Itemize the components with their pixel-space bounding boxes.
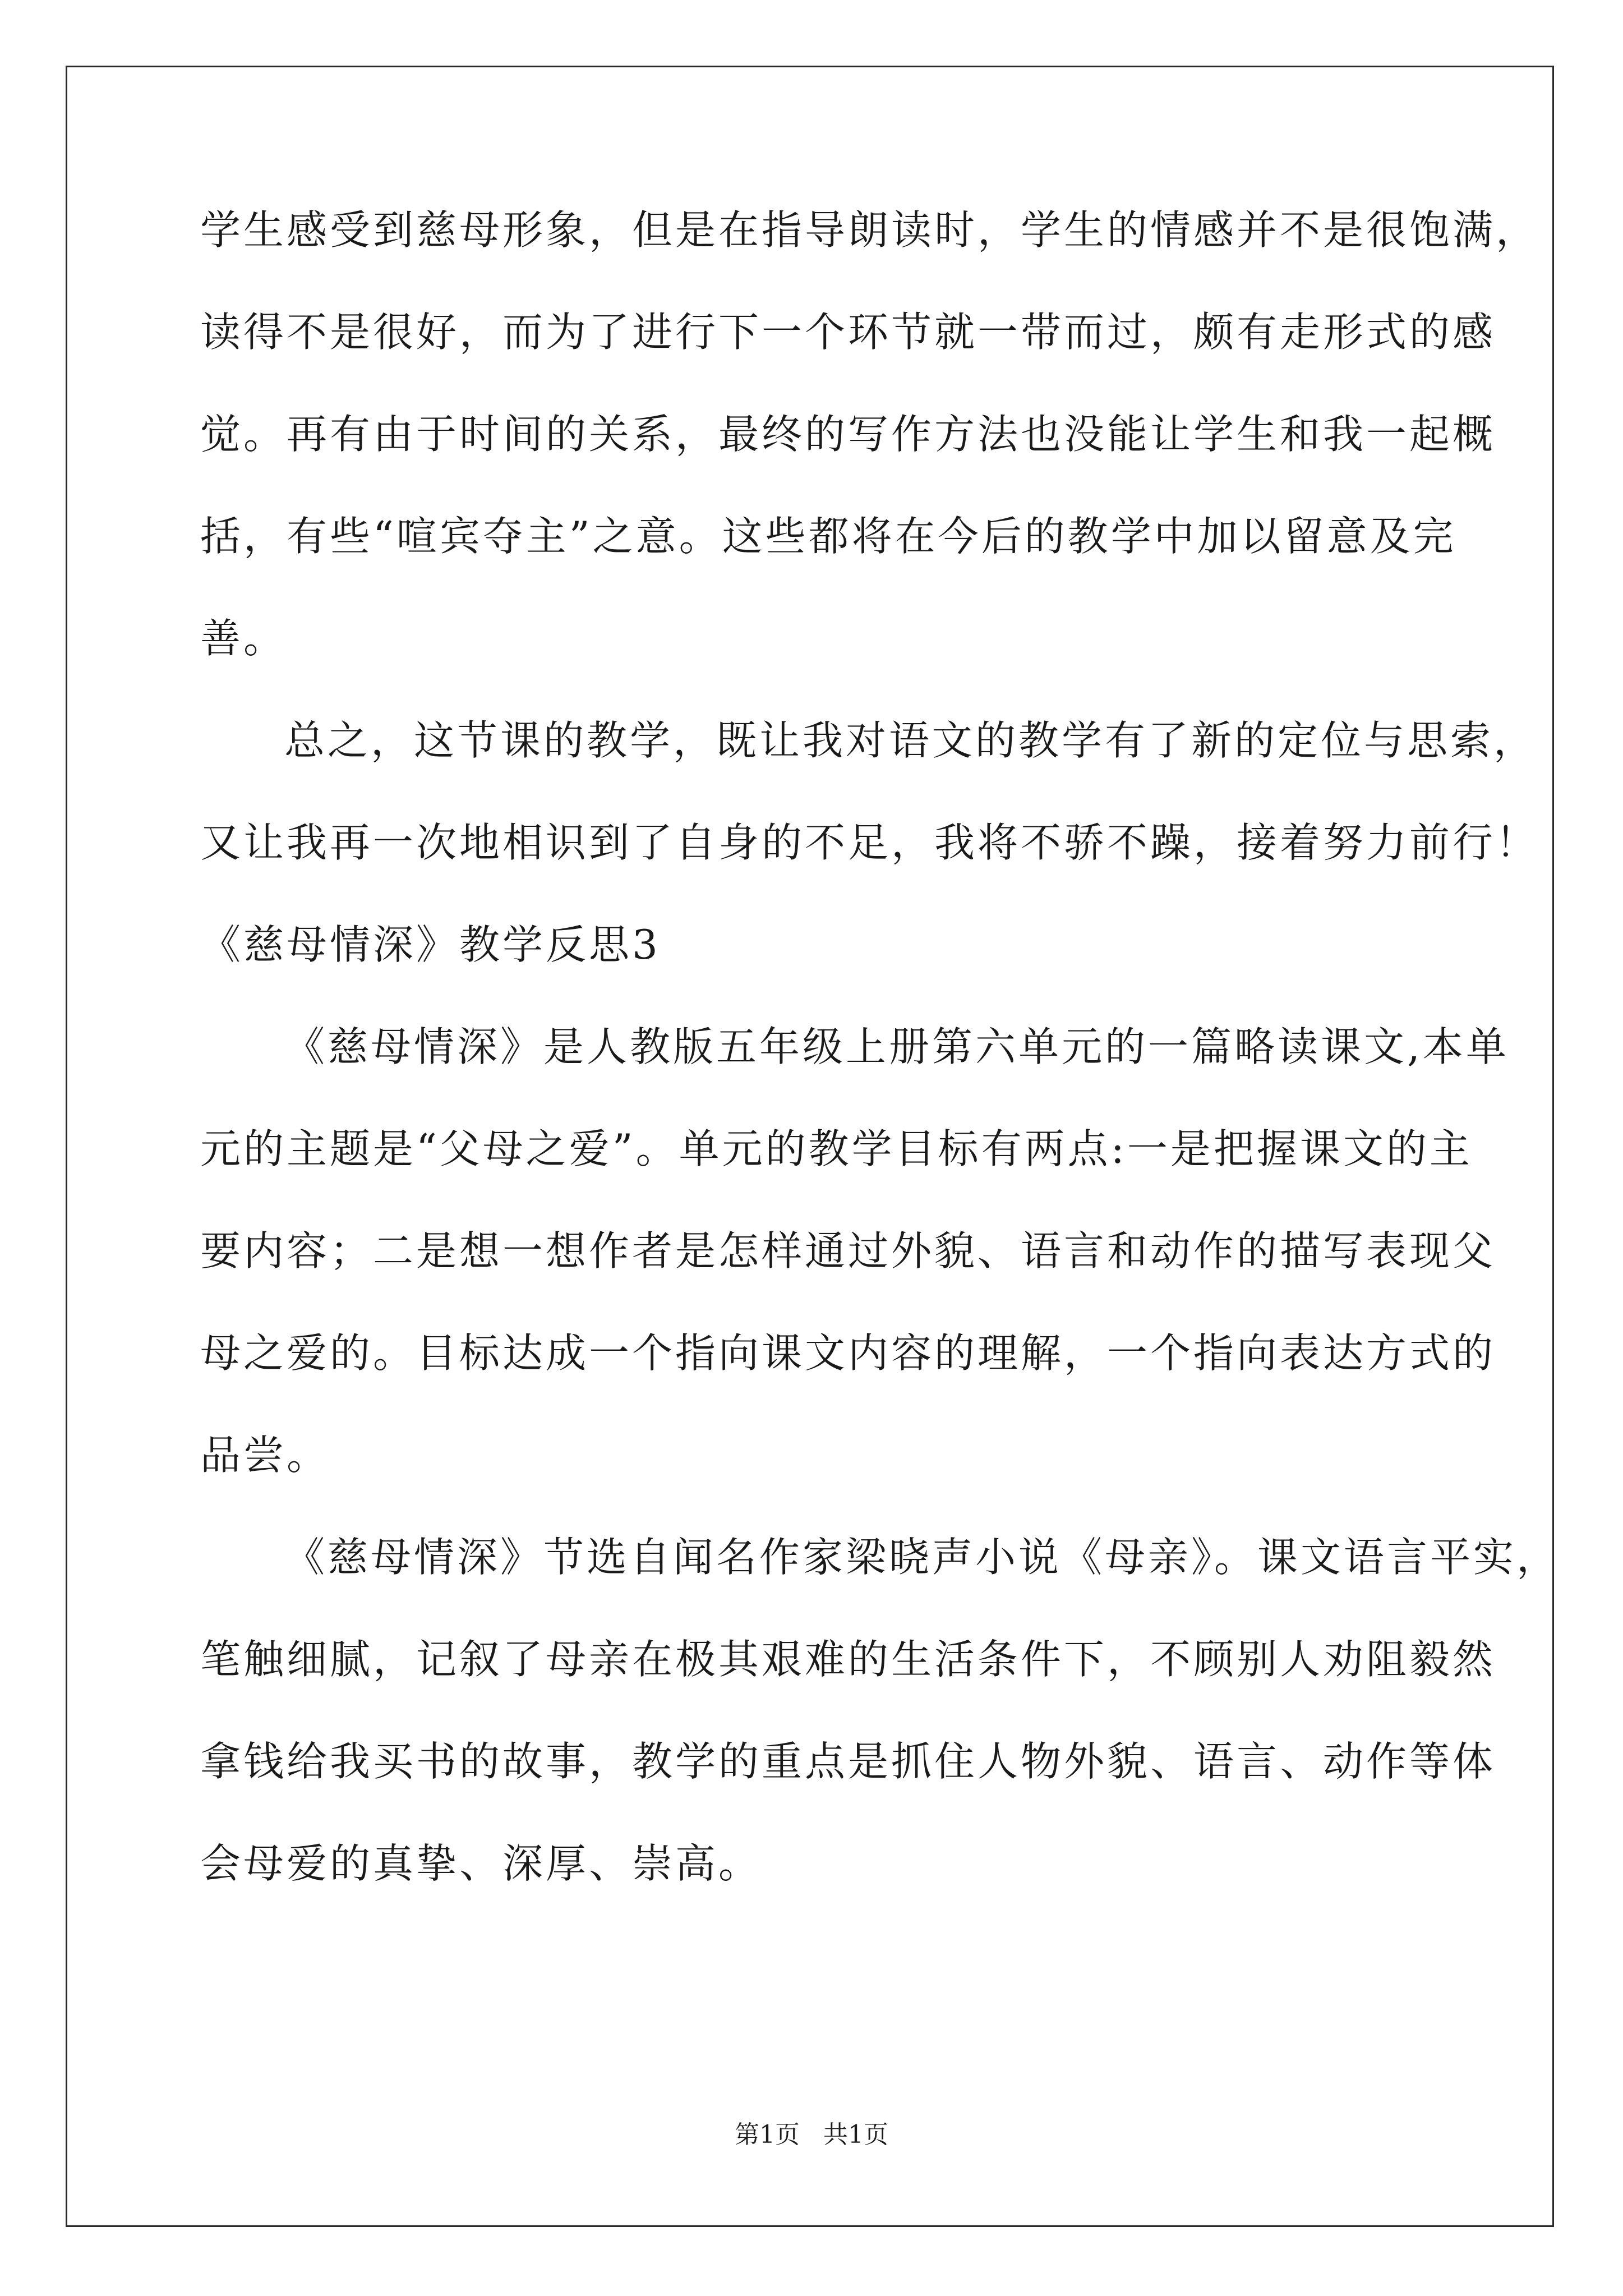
text-line: 读得不是很好，而为了进行下一个环节就一带而过，颇有走形式的感 (200, 309, 1496, 356)
text-line: 元的主题是“父母之爱”。单元的教学目标有两点:一是把握课文的主 (200, 1125, 1473, 1172)
text-line: 善。 (200, 615, 287, 662)
text-line: 学生感受到慈母形象，但是在指导朗读时，学生的情感并不是很饱满， (200, 206, 1539, 254)
text-line: 觉。再有由于时间的关系，最终的写作方法也没能让学生和我一起概 (200, 411, 1496, 458)
text-line: 母之爱的。目标达成一个指向课文内容的理解，一个指向表达方式的 (200, 1329, 1496, 1377)
text-line: 品尝。 (200, 1432, 330, 1479)
text-line: 笔触细腻，记叙了母亲在极其艰难的生活条件下，不顾别人劝阻毅然 (200, 1636, 1496, 1683)
text-line: 又让我再一次地相识到了自身的不足，我将不骄不躁，接着努力前行！ (200, 819, 1539, 866)
section-heading: 《慈母情深》教学反思3 (200, 921, 661, 968)
page-number-footer: 第1页 共1页 (735, 2120, 888, 2149)
text-line: 要内容；二是想一想作者是怎样通过外貌、语言和动作的描写表现父 (200, 1227, 1496, 1274)
text-line: 拿钱给我买书的故事，教学的重点是抓住人物外貌、语言、动作等体 (200, 1738, 1496, 1785)
paragraph-start-line: 《慈母情深》节选自闻名作家梁晓声小说《母亲》。课文语言平实， (284, 1534, 1560, 1581)
document-body (200, 205, 1560, 1940)
text-line: 会母爱的真挚、深厚、崇高。 (200, 1840, 762, 1887)
text-line: 括，有些“喧宾夺主”之意。这些都将在今后的教学中加以留意及完 (200, 513, 1456, 560)
paragraph-start-line: 总之，这节课的教学，既让我对语文的教学有了新的定位与思索， (284, 717, 1537, 764)
paragraph-start-line: 《慈母情深》是人教版五年级上册第六单元的一篇略读课文,本单 (284, 1023, 1509, 1070)
